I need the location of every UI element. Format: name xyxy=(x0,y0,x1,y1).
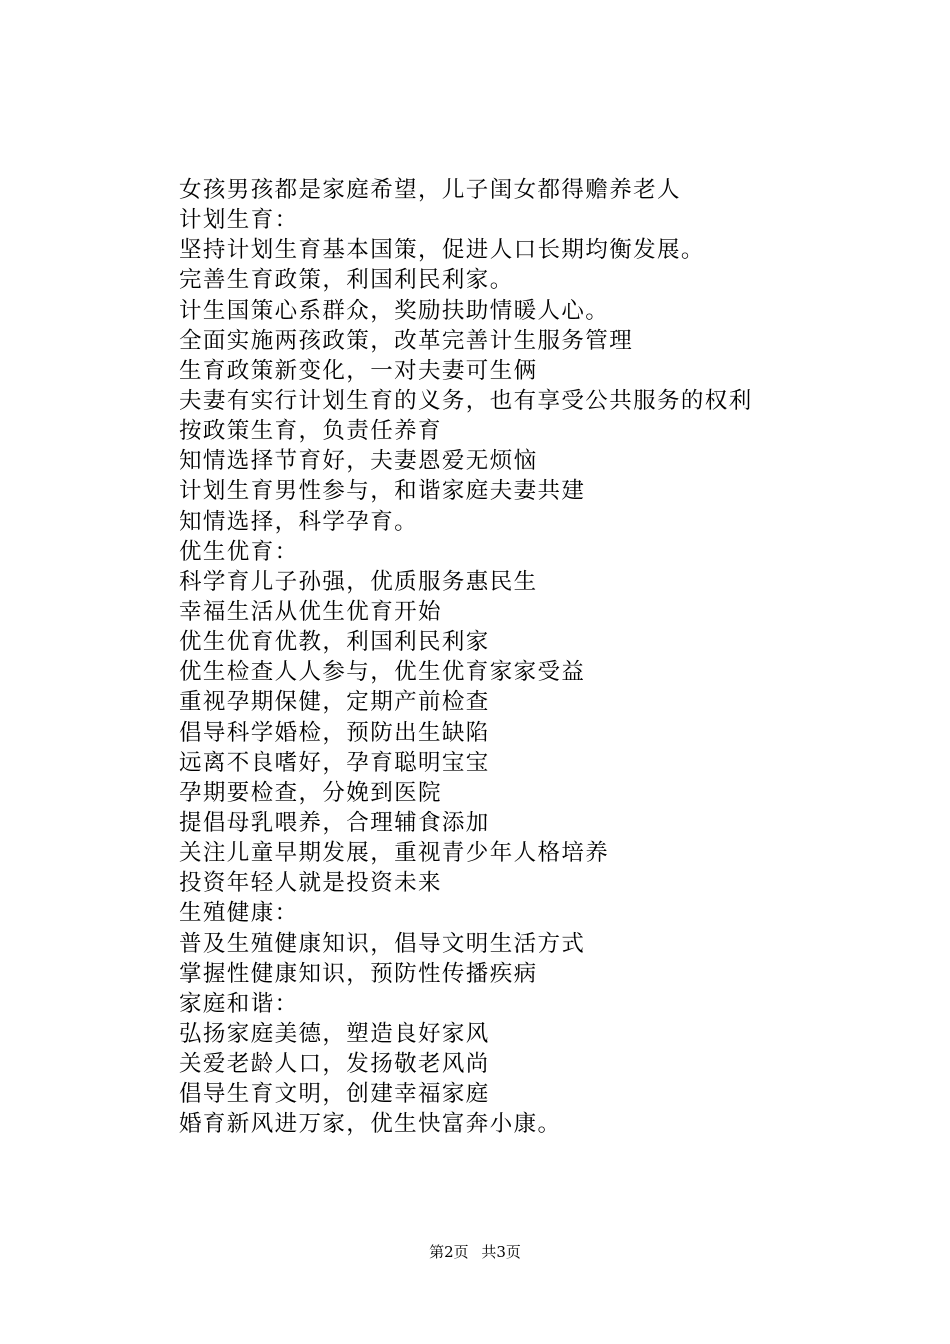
page-total: 共3页 xyxy=(481,1243,521,1261)
text-line: 计划生育： xyxy=(179,207,299,234)
text-line: 生殖健康： xyxy=(179,900,299,927)
text-line: 幸福生活从优生优育开始 xyxy=(179,598,442,625)
text-line: 远离不良嗜好，孕育聪明宝宝 xyxy=(179,749,490,776)
text-line: 家庭和谐： xyxy=(179,990,299,1017)
page-number: 第2页 xyxy=(429,1243,469,1261)
text-line: 完善生育政策，利国利民利家。 xyxy=(179,267,514,294)
text-line: 生育政策新变化，一对夫妻可生俩 xyxy=(179,357,538,384)
text-line: 投资年轻人就是投资未来 xyxy=(179,870,442,897)
text-line: 倡导生育文明，创建幸福家庭 xyxy=(179,1081,490,1108)
text-line: 重视孕期保健，定期产前检查 xyxy=(179,689,490,716)
text-line: 掌握性健康知识，预防性传播疾病 xyxy=(179,960,538,987)
text-line: 计划生育男性参与，和谐家庭夫妻共建 xyxy=(179,478,586,505)
text-line: 关注儿童早期发展，重视青少年人格培养 xyxy=(179,840,610,867)
text-line: 弘扬家庭美德，塑造良好家风 xyxy=(179,1020,490,1047)
text-line: 孕期要检查，分娩到医院 xyxy=(179,779,442,806)
document-body xyxy=(179,175,879,1140)
text-line: 知情选择节育好，夫妻恩爱无烦恼 xyxy=(179,448,538,475)
text-line: 知情选择，科学孕育。 xyxy=(179,508,419,535)
text-line: 普及生殖健康知识，倡导文明生活方式 xyxy=(179,930,586,957)
text-line: 坚持计划生育基本国策，促进人口长期均衡发展。 xyxy=(179,237,705,264)
text-line: 按政策生育，负责任养育 xyxy=(179,418,442,445)
text-line: 倡导科学婚检，预防出生缺陷 xyxy=(179,719,490,746)
text-line: 优生优育： xyxy=(179,538,299,565)
text-line: 优生优育优教，利国利民利家 xyxy=(179,629,490,656)
text-line: 婚育新风进万家，优生快富奔小康。 xyxy=(179,1111,562,1138)
text-line: 科学育儿子孙强，优质服务惠民生 xyxy=(179,568,538,595)
text-line: 计生国策心系群众，奖励扶助情暖人心。 xyxy=(179,297,610,324)
text-line: 提倡母乳喂养，合理辅食添加 xyxy=(179,809,490,836)
text-line: 优生检查人人参与，优生优育家家受益 xyxy=(179,659,586,686)
text-line: 女孩男孩都是家庭希望，儿子闺女都得赡养老人 xyxy=(179,177,681,203)
text-line: 夫妻有实行计划生育的义务，也有享受公共服务的权利 xyxy=(179,387,753,414)
text-line: 关爱老龄人口，发扬敬老风尚 xyxy=(179,1051,490,1078)
text-line: 全面实施两孩政策，改革完善计生服务管理 xyxy=(179,327,634,354)
page-footer xyxy=(0,1243,950,1261)
